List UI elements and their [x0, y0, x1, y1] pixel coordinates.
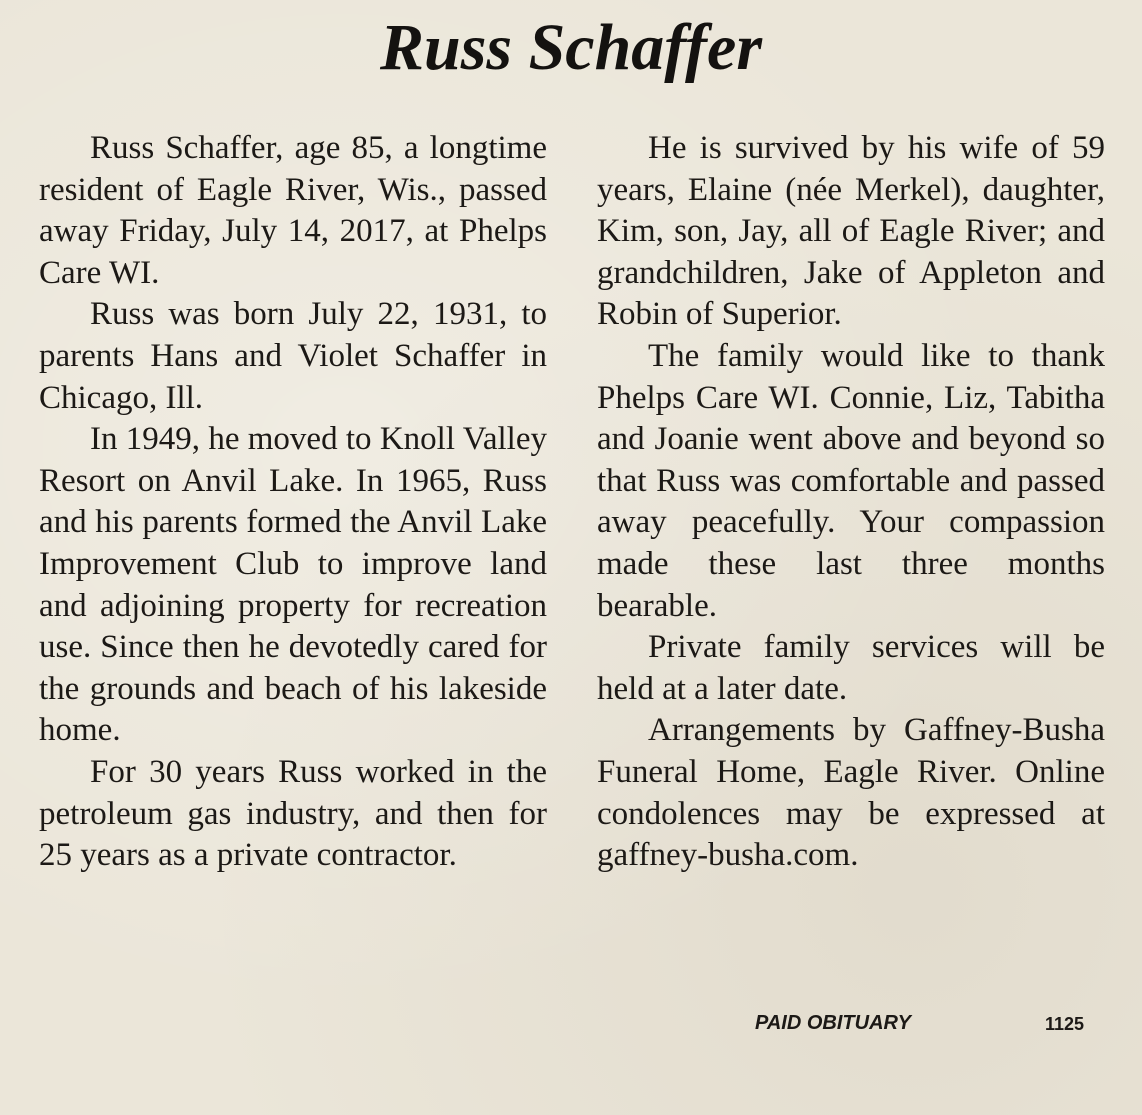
ad-code: 1125: [1045, 1014, 1085, 1034]
paragraph: Russ Schaffer, age 85, a longtime resident of Eagle River, Wis., passed away Friday, July 14, 2017, at Phelps Care WI.: [39, 130, 547, 291]
paragraph: The family would like to thank Phelps Care WI. Connie, Liz, Tabitha and Joanie went above and beyond so that Russ was comfortable and passed away peacefully. Your compassion made these last three months bearable.: [597, 337, 1105, 624]
obituary-title: Russ Schaffer: [379, 11, 763, 84]
paragraph: For 30 years Russ worked in the petroleum gas industry, and then for 25 years as a private contractor.: [39, 753, 547, 874]
right-column: [597, 128, 1105, 877]
paid-obituary-label: PAID OBITUARY: [755, 1012, 911, 1034]
paragraph: He is survived by his wife of 59 years, Elaine (née Merkel), daughter, Kim, son, Jay, all of Eagle River; and grandchildren, Jake of Appleton and Robin of Superior.: [597, 130, 1105, 333]
paragraph: Arrangements by Gaffney-Busha Funeral Home, Eagle River. Online condolences may be expressed at gaffney-busha.com.: [597, 712, 1105, 874]
left-column: [39, 128, 547, 877]
paragraph: In 1949, he moved to Knoll Valley Resort on Anvil Lake. In 1965, Russ and his parents formed the Anvil Lake Improvement Club to improve land and adjoining property for recreation use. Since then he devotedly cared for the grounds and beach of his lakeside home.: [39, 421, 547, 749]
paragraph: Russ was born July 22, 1931, to parents Hans and Violet Schaffer in Chicago, Ill.: [39, 296, 547, 416]
paragraph: Private family services will be held at a later date.: [597, 629, 1105, 707]
